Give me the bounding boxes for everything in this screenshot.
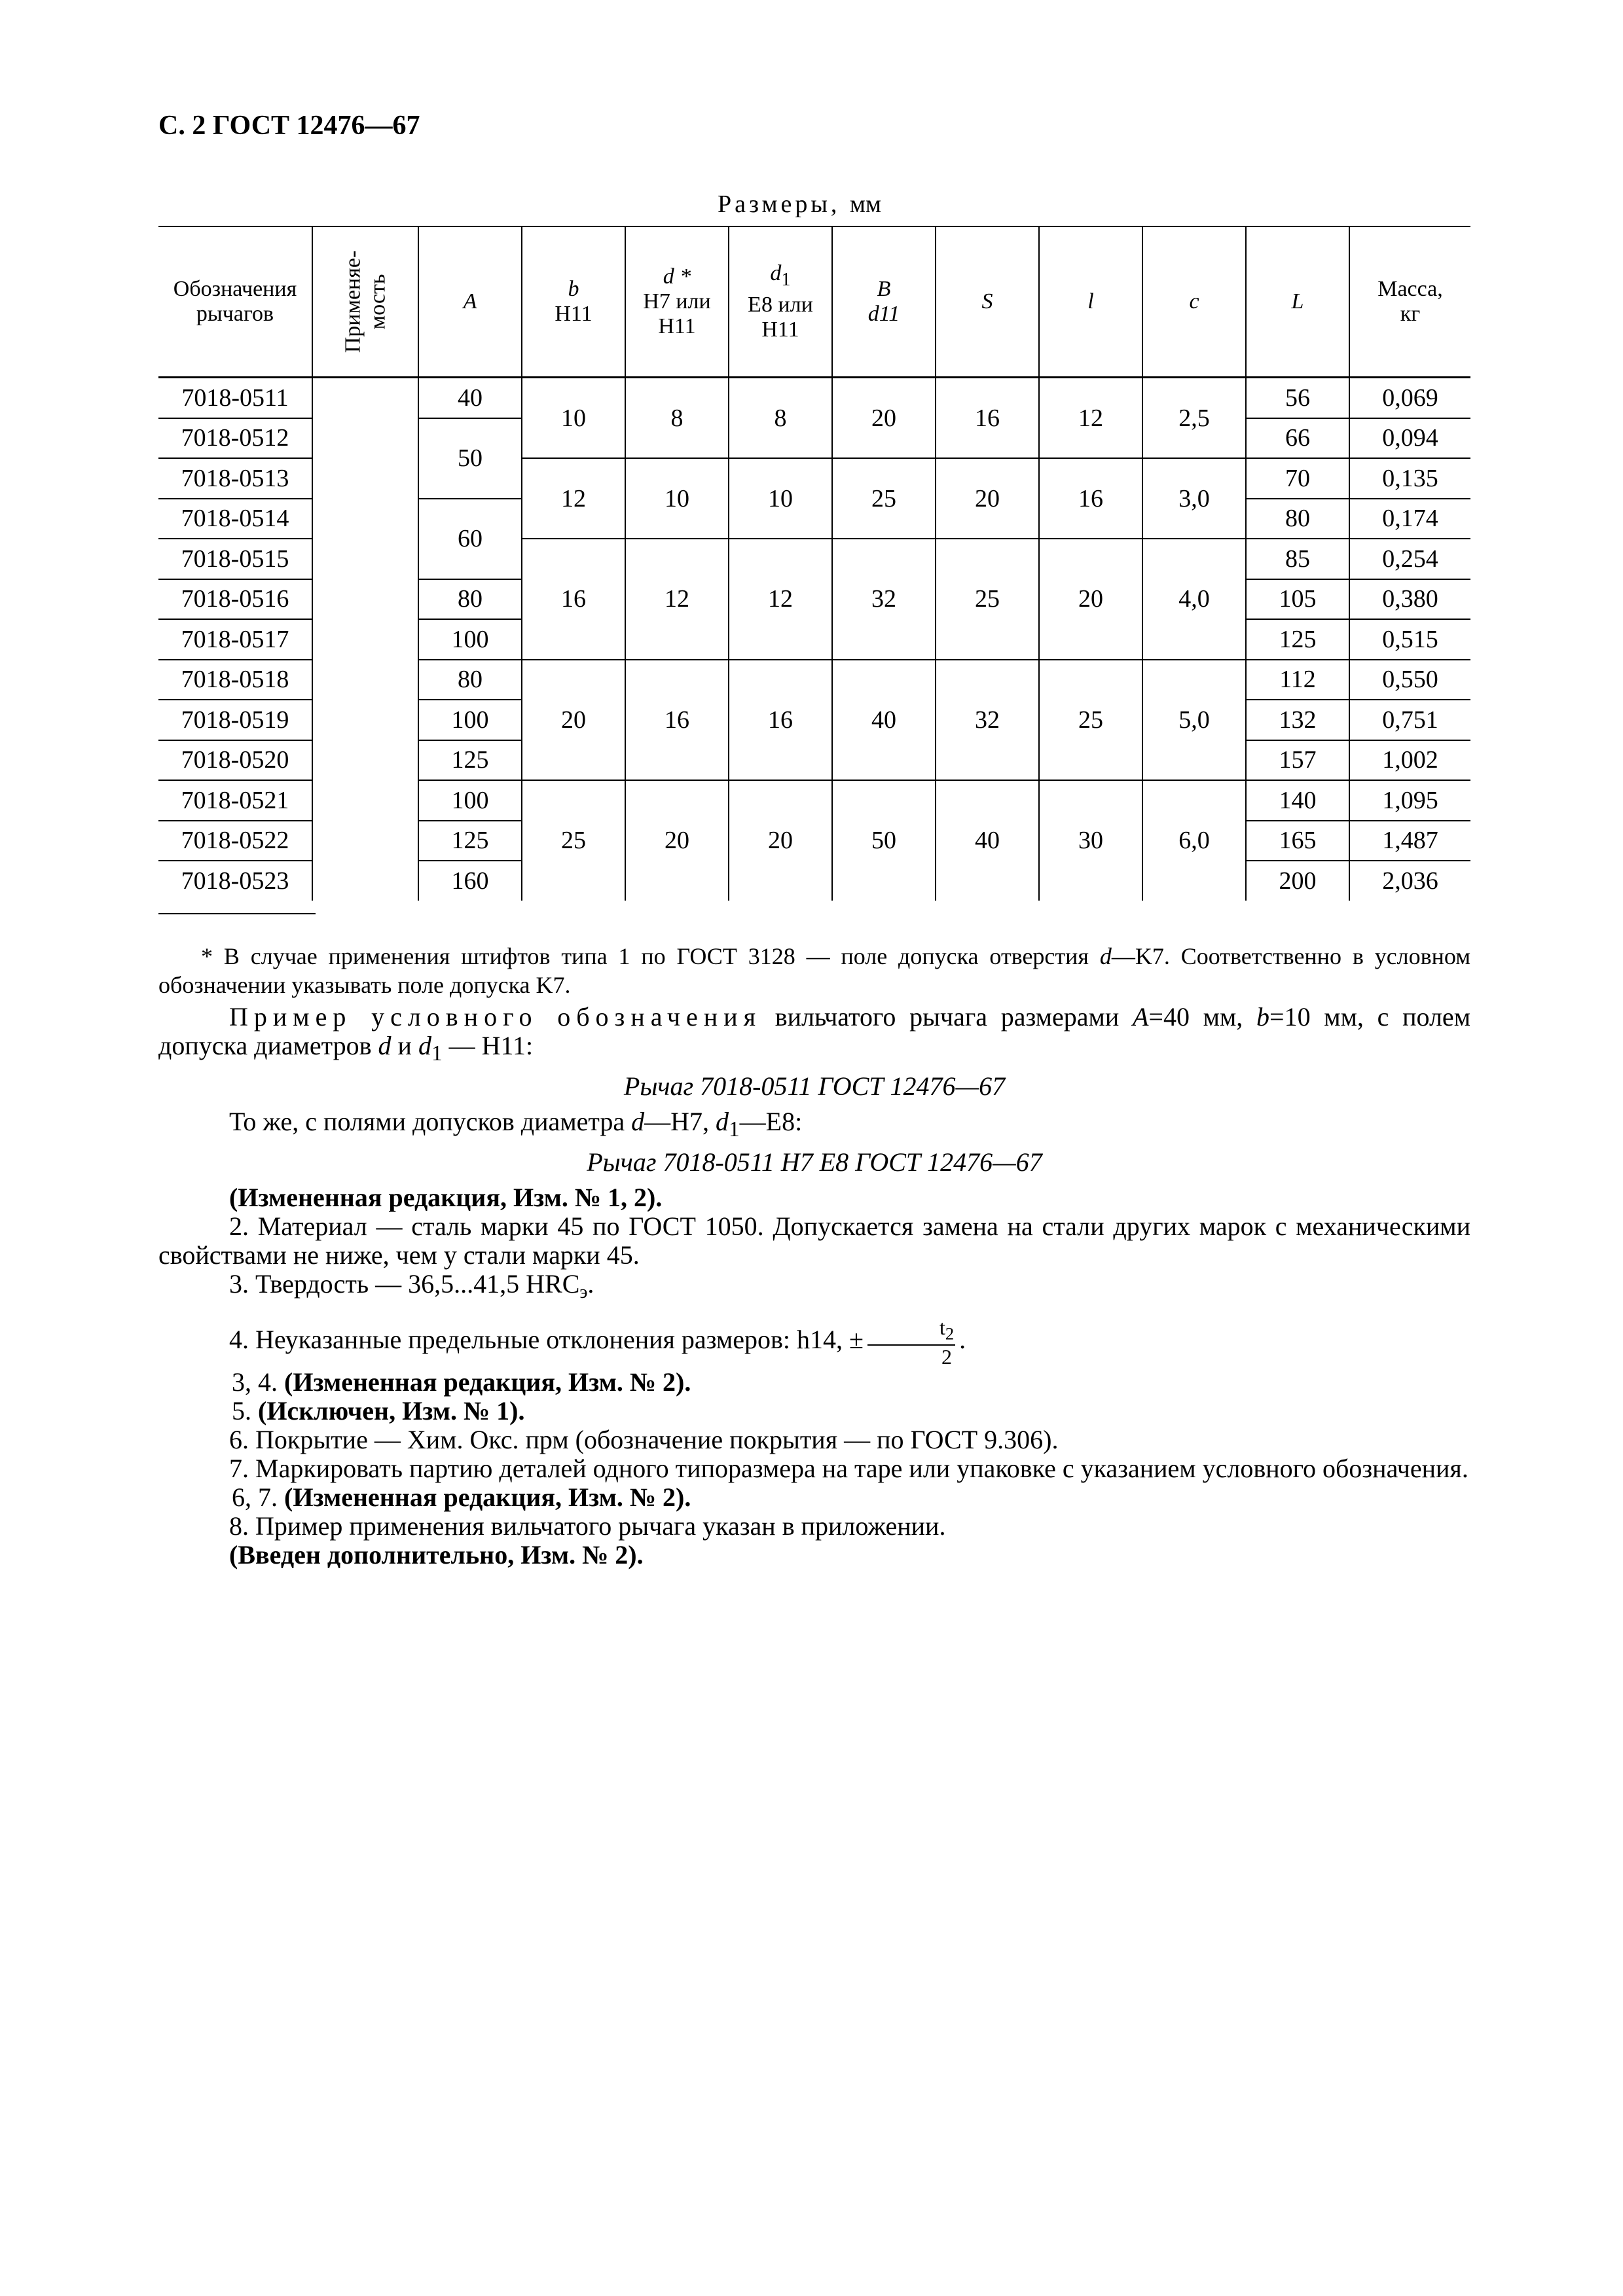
mass-cell: 0,550 xyxy=(1349,660,1470,700)
same-tolerances-paragraph: То же, с полями допусков диаметра d—H7, $d_1—E8$: xyxy=(229,1107,803,1141)
col-header-applicability: Применяе- мость xyxy=(312,226,418,378)
L-cell: 56 xyxy=(1246,378,1349,418)
d-cell: 12 xyxy=(625,539,729,660)
designation-cell: 7018-0521 xyxy=(158,780,312,821)
A-cell: 100 xyxy=(418,619,522,660)
table-row xyxy=(158,378,1470,418)
B-cell: 32 xyxy=(832,539,936,660)
l-cell: 20 xyxy=(1039,539,1142,660)
d1-cell: 10 xyxy=(729,458,832,539)
col-header-L: L xyxy=(1246,226,1349,378)
designation-cell: 7018-0512 xyxy=(158,418,312,459)
designation-cell: 7018-0517 xyxy=(158,619,312,660)
b-cell: 16 xyxy=(522,539,625,660)
d-cell: 10 xyxy=(625,458,729,539)
designation-cell: 7018-0519 xyxy=(158,700,312,740)
b-cell: 12 xyxy=(522,458,625,539)
d1-cell: 12 xyxy=(729,539,832,660)
L-cell: 85 xyxy=(1246,539,1349,579)
col-header-d1: $d_1$ E8 или H11 xyxy=(729,226,832,378)
table-header-row xyxy=(158,226,1470,378)
appendix-paragraph: 8. Пример применения вильчатого рычага указан в приложении. xyxy=(229,1511,946,1541)
applicability-cell xyxy=(312,378,418,901)
material-paragraph: 2. Материал — сталь марки 45 по ГОСТ 1050. Допускается замена на стали других марок с механическими свойствами не ниже, чем у стали марки 45. xyxy=(158,1211,1470,1270)
designation-cell: 7018-0515 xyxy=(158,539,312,579)
col-header-b: b H11 xyxy=(522,226,625,378)
L-cell: 66 xyxy=(1246,418,1349,459)
b-cell: 10 xyxy=(522,378,625,459)
body-text xyxy=(158,1003,1470,1570)
A-cell: 125 xyxy=(418,821,522,861)
A-cell: 160 xyxy=(418,861,522,901)
designation-cell: 7018-0513 xyxy=(158,458,312,499)
mass-cell: 0,094 xyxy=(1349,418,1470,459)
mass-cell: 0,174 xyxy=(1349,499,1470,539)
designation-cell: 7018-0516 xyxy=(158,579,312,620)
B-cell: 20 xyxy=(832,378,936,459)
col-header-c: c xyxy=(1142,226,1246,378)
S-cell: 16 xyxy=(936,378,1039,459)
c-cell: 3,0 xyxy=(1142,458,1246,539)
A-cell: 80 xyxy=(418,660,522,700)
c-cell: 5,0 xyxy=(1142,660,1246,781)
l-cell: 25 xyxy=(1039,660,1142,781)
mass-cell: 0,135 xyxy=(1349,458,1470,499)
L-cell: 140 xyxy=(1246,780,1349,821)
A-cell: 100 xyxy=(418,700,522,740)
d1-cell: 20 xyxy=(729,780,832,901)
designation-cell: 7018-0520 xyxy=(158,740,312,781)
b-cell: 25 xyxy=(522,780,625,901)
d-cell: 20 xyxy=(625,780,729,901)
designation-cell: 7018-0518 xyxy=(158,660,312,700)
revision-note: 3, 4. (Измененная редакция, Изм. № 2). xyxy=(232,1367,691,1397)
mass-cell: 1,095 xyxy=(1349,780,1470,821)
d1-cell: 16 xyxy=(729,660,832,781)
designation-cell: 7018-0511 xyxy=(158,378,312,418)
page-header: С. 2 ГОСТ 12476—67 xyxy=(158,111,420,141)
mass-cell: 1,487 xyxy=(1349,821,1470,861)
L-cell: 157 xyxy=(1246,740,1349,781)
l-cell: 16 xyxy=(1039,458,1142,539)
col-header-d: d * H7 или H11 xyxy=(625,226,729,378)
A-cell: 100 xyxy=(418,780,522,821)
L-cell: 200 xyxy=(1246,861,1349,901)
revision-note: (Измененная редакция, Изм. № 1, 2). xyxy=(229,1183,663,1212)
mass-cell: 0,515 xyxy=(1349,619,1470,660)
L-cell: 80 xyxy=(1246,499,1349,539)
col-header-mass: Масса, кг xyxy=(1349,226,1470,378)
tolerance-paragraph: 4. Неуказанные предельные отклонения размеров: h14, ± $\frac{t_2}{2}$ . xyxy=(229,1316,966,1369)
L-cell: 112 xyxy=(1246,660,1349,700)
units-caption: Размеры, мм xyxy=(718,190,882,218)
L-cell: 105 xyxy=(1246,579,1349,620)
revision-note: 6, 7. (Измененная редакция, Изм. № 2). xyxy=(232,1482,691,1513)
l-cell: 12 xyxy=(1039,378,1142,459)
B-cell: 50 xyxy=(832,780,936,901)
A-cell: 50 xyxy=(418,418,522,499)
coating-paragraph: 6. Покрытие — Хим. Окс. прм (обозначение покрытия — по ГОСТ 9.306). xyxy=(229,1425,1059,1455)
L-cell: 165 xyxy=(1246,821,1349,861)
c-cell: 6,0 xyxy=(1142,780,1246,901)
mass-cell: 0,380 xyxy=(1349,579,1470,620)
c-cell: 4,0 xyxy=(1142,539,1246,660)
mass-cell: 0,254 xyxy=(1349,539,1470,579)
L-cell: 125 xyxy=(1246,619,1349,660)
A-cell: 80 xyxy=(418,579,522,620)
col-header-S: S xyxy=(936,226,1039,378)
B-cell: 25 xyxy=(832,458,936,539)
L-cell: 70 xyxy=(1246,458,1349,499)
mass-cell: 2,036 xyxy=(1349,861,1470,901)
A-cell: 125 xyxy=(418,740,522,781)
col-header-designation: Обозначения рычагов xyxy=(158,226,312,378)
revision-note: 5. (Исключен, Изм. № 1). xyxy=(232,1396,525,1426)
mass-cell: 1,002 xyxy=(1349,740,1470,781)
S-cell: 32 xyxy=(936,660,1039,781)
B-cell: 40 xyxy=(832,660,936,781)
d-cell: 8 xyxy=(625,378,729,459)
S-cell: 25 xyxy=(936,539,1039,660)
designation-cell: 7018-0523 xyxy=(181,867,289,895)
b-cell: 20 xyxy=(522,660,625,781)
c-cell: 2,5 xyxy=(1142,378,1246,459)
S-cell: 40 xyxy=(936,780,1039,901)
fraction: $\frac{t_2}{2}$ xyxy=(867,1316,955,1368)
revision-note: (Введен дополнительно, Изм. № 2). xyxy=(229,1540,644,1570)
marking-paragraph: 7. Маркировать партию деталей одного типоразмера на таре или упаковке с указанием условного обозначения. xyxy=(229,1454,1468,1484)
A-cell: 40 xyxy=(418,378,522,418)
col-header-l: l xyxy=(1039,226,1142,378)
mass-cell: 0,751 xyxy=(1349,700,1470,740)
example-paragraph: Пример условного обозначения вильчатого рычага размерами A=40 мм, b=10 мм, с полем допуска диаметров d и $d_1$ — H11: xyxy=(158,1002,1471,1066)
d1-cell: 8 xyxy=(729,378,832,459)
designation-example-2: Рычаг 7018-0511 H7 E8 ГОСТ 12476—67 xyxy=(587,1147,1042,1177)
col-header-A: A xyxy=(418,226,522,378)
A-cell: 60 xyxy=(418,499,522,579)
designation-cell: 7018-0514 xyxy=(158,499,312,539)
col-header-B: B d11 xyxy=(832,226,936,378)
footnote: * В случае применения штифтов типа 1 по ГОСТ 3128 — поле допуска отверстия d—K7. Соответственно в условном обозначении указывать поле допуска K7. xyxy=(158,943,1471,998)
l-cell: 30 xyxy=(1039,780,1142,901)
designation-cell: 7018-0522 xyxy=(158,821,312,861)
L-cell: 132 xyxy=(1246,700,1349,740)
hardness-paragraph: 3. Твердость — 36,5...41,5 $HRC_э$. xyxy=(229,1269,594,1302)
mass-cell: 0,069 xyxy=(1349,378,1470,418)
S-cell: 20 xyxy=(936,458,1039,539)
dimensions-table xyxy=(158,226,1470,901)
d-cell: 16 xyxy=(625,660,729,781)
footnote-divider xyxy=(158,913,316,914)
designation-example-1: Рычаг 7018-0511 ГОСТ 12476—67 xyxy=(623,1071,1006,1101)
